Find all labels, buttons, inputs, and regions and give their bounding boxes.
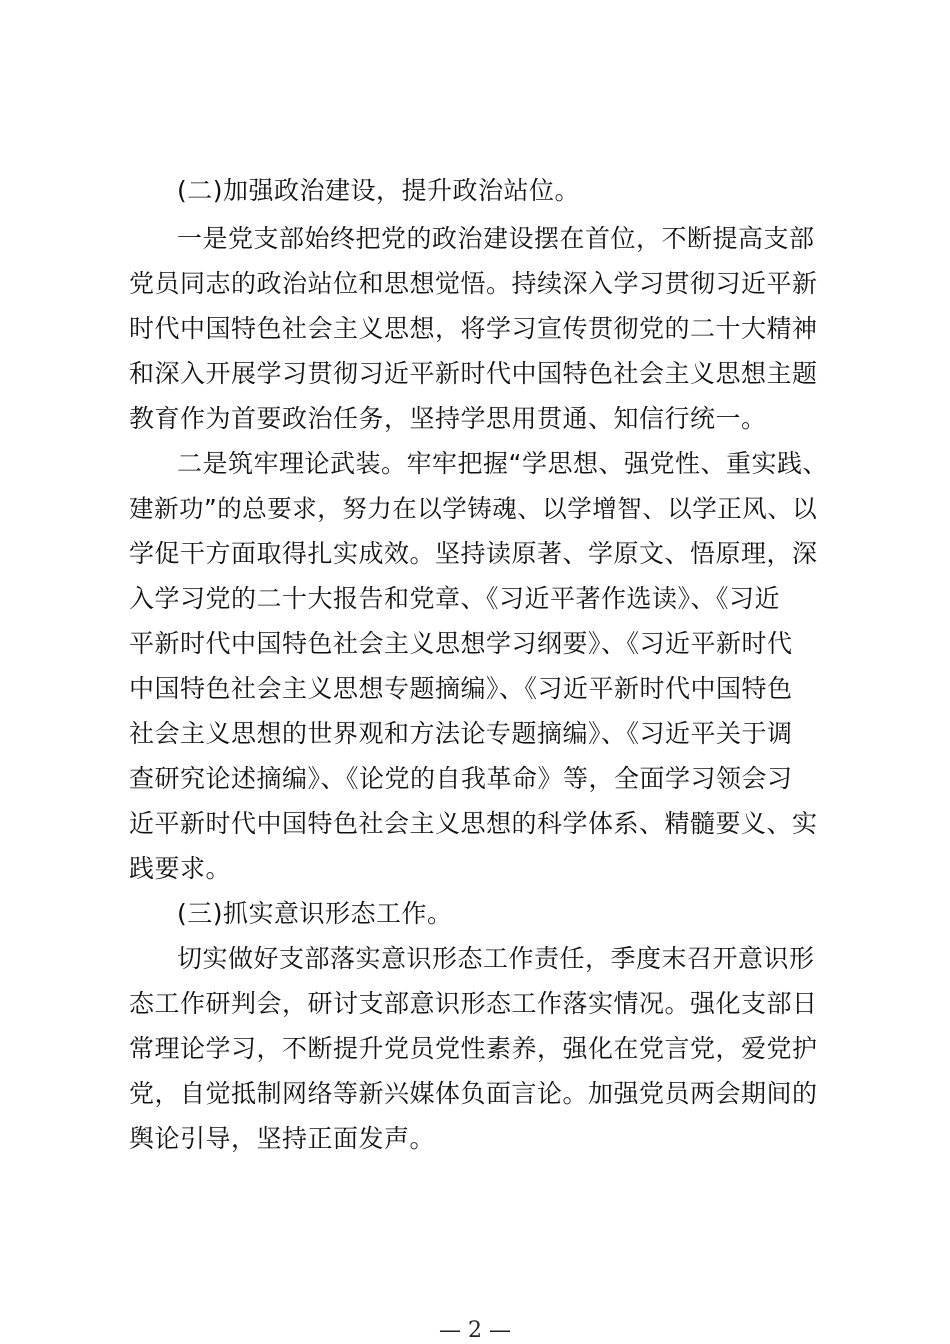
paragraph-line: 一是党支部始终把党的政治建设摆在首位，不断提高支部 — [177, 224, 815, 253]
paragraph-line: 建新功”的总要求，努力在以学铸魂、以学增智、以学正风、以 — [129, 494, 818, 523]
paragraph-line: 时代中国特色社会主义思想，将学习宣传贯彻党的二十大精神 — [129, 314, 818, 343]
section-heading-3: (三)抓实意识形态工作。 — [177, 899, 453, 928]
paragraph-line: 教育作为首要政治任务，坚持学思用贯通、知信行统一。 — [129, 404, 767, 433]
paragraph-line: 学促干方面取得扎实成效。坚持读原著、学原文、悟原理，深 — [129, 539, 818, 568]
section-heading-2: (二)加强政治建设，提升政治站位。 — [177, 176, 581, 205]
paragraph-line: 入学习党的二十大报告和党章、《习近平著作选读》、《习近 — [129, 584, 781, 613]
paragraph-line: 平新时代中国特色社会主义思想学习纲要》、《习近平新时代 — [129, 629, 793, 658]
paragraph-line: 切实做好支部落实意识形态工作责任，季度末召开意识形 — [177, 944, 815, 973]
paragraph-line: 近平新时代中国特色社会主义思想的科学体系、精髓要义、实 — [129, 809, 818, 838]
paragraph-line: 践要求。 — [129, 854, 232, 883]
paragraph-line: 党，自觉抵制网络等新兴媒体负面言论。加强党员两会期间的 — [129, 1079, 818, 1108]
paragraph-line: 常理论学习，不断提升党员党性素养，强化在党言党，爱党护 — [129, 1034, 818, 1063]
paragraph-line: 社会主义思想的世界观和方法论专题摘编》、《习近平关于调 — [129, 719, 793, 748]
paragraph-line: 二是筑牢理论武装。牢牢把握“学思想、强党性、重实践、 — [177, 449, 828, 478]
paragraph-line: 中国特色社会主义思想专题摘编》、《习近平新时代中国特色 — [129, 674, 793, 703]
paragraph-line: 舆论引导，坚持正面发声。 — [129, 1124, 436, 1153]
paragraph-line: 态工作研判会，研讨支部意识形态工作落实情况。强化支部日 — [129, 989, 818, 1018]
paragraph-line: 党员同志的政治站位和思想觉悟。持续深入学习贯彻习近平新 — [129, 269, 818, 298]
paragraph-line: 和深入开展学习贯彻习近平新时代中国特色社会主义思想主题 — [129, 359, 818, 388]
page-number: — 2 — — [439, 1318, 511, 1343]
paragraph-line: 查研究论述摘编》、《论党的自我革命》等，全面学习领会习 — [129, 764, 793, 793]
